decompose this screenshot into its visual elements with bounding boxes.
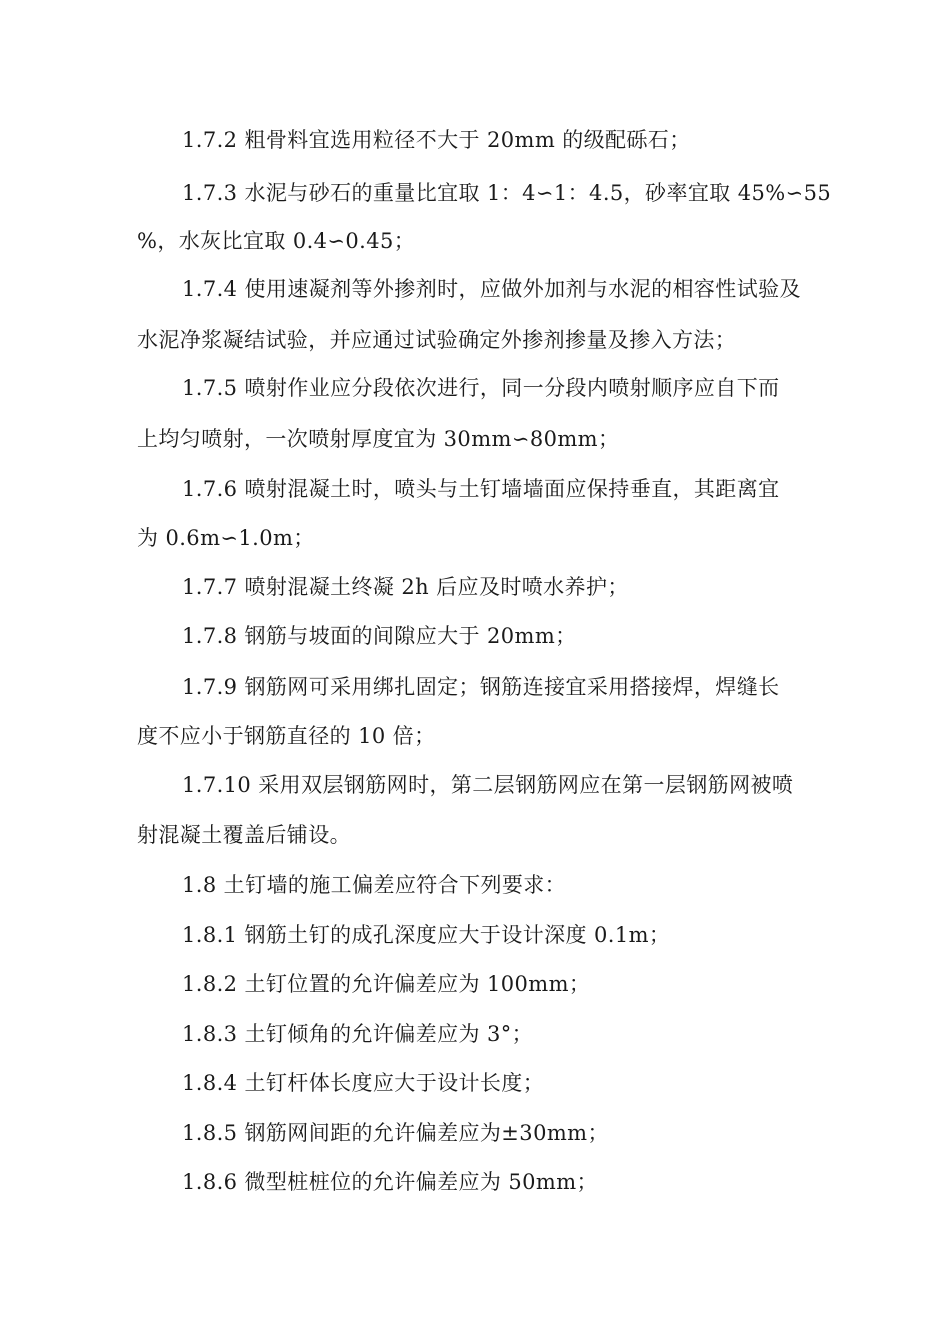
text-line: 为 0.6m∽1.0m； <box>137 526 315 550</box>
text-line: 1.7.7 喷射混凝土终凝 2h 后应及时喷水养护； <box>182 575 629 599</box>
text-line: 射混凝土覆盖后铺设。 <box>137 823 351 847</box>
text-line: %，水灰比宜取 0.4∽0.45； <box>137 229 416 253</box>
text-line: 1.7.5 喷射作业应分段依次进行，同一分段内喷射顺序应自下而 <box>182 376 780 400</box>
text-line: 1.7.2 粗骨料宜选用粒径不大于 20mm 的级配砾石； <box>182 128 691 152</box>
text-line: 1.7.8 钢筋与坡面的间隙应大于 20mm； <box>182 624 577 648</box>
text-line: 度不应小于钢筋直径的 10 倍； <box>137 724 436 748</box>
text-line: 1.8.3 土钉倾角的允许偏差应为 3°； <box>182 1022 534 1046</box>
text-line: 1.8.2 土钉位置的允许偏差应为 100mm； <box>182 972 591 996</box>
text-line: 1.7.9 钢筋网可采用绑扎固定；钢筋连接宜采用搭接焊，焊缝长 <box>182 675 780 699</box>
text-line: 1.8.6 微型桩桩位的允许偏差应为 50mm； <box>182 1170 598 1194</box>
text-line: 上均匀喷射，一次喷射厚度宜为 30mm∽80mm； <box>137 427 620 451</box>
text-line: 1.7.6 喷射混凝土时，喷头与土钉墙墙面应保持垂直，其距离宜 <box>182 477 780 501</box>
text-line: 1.8 土钉墙的施工偏差应符合下列要求： <box>182 873 567 897</box>
text-line: 1.7.4 使用速凝剂等外掺剂时，应做外加剂与水泥的相容性试验及 <box>182 277 801 301</box>
text-line: 1.7.3 水泥与砂石的重量比宜取 1：4∽1：4.5，砂率宜取 45%∽55 <box>182 181 832 205</box>
text-line: 水泥净浆凝结试验，并应通过试验确定外掺剂掺量及掺入方法； <box>137 328 737 352</box>
text-line: 1.8.1 钢筋土钉的成孔深度应大于设计深度 0.1m； <box>182 923 671 947</box>
text-line: 1.8.4 土钉杆体长度应大于设计长度； <box>182 1071 545 1095</box>
text-line: 1.8.5 钢筋网间距的允许偏差应为±30mm； <box>182 1121 609 1145</box>
text-line: 1.7.10 采用双层钢筋网时，第二层钢筋网应在第一层钢筋网被喷 <box>182 773 794 797</box>
